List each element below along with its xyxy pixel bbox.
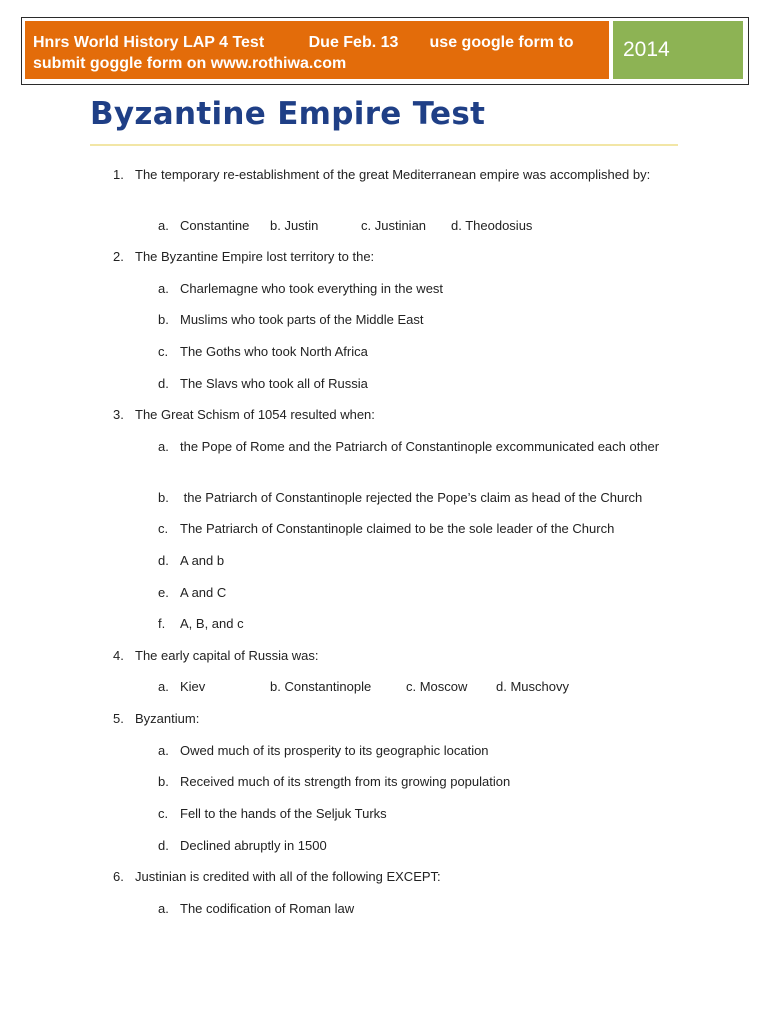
header-line-1: Hnrs World History LAP 4 Test Due Feb. 13 use google form to	[33, 34, 574, 51]
question-number: 3.	[113, 407, 124, 422]
option-letter: a.	[158, 281, 169, 296]
option-letter: f.	[158, 616, 166, 631]
question-number: 6.	[113, 869, 124, 884]
option-letter: d.	[158, 838, 169, 853]
option-text: The codification of Roman law	[180, 901, 355, 916]
option-text: the Pope of Rome and the Patriarch of Constantinople excommunicated each other	[180, 439, 660, 454]
option-item: b. Constantinople	[270, 679, 372, 694]
year-badge	[613, 21, 743, 79]
option-letter: b.	[158, 774, 169, 789]
question-text: Byzantium:	[135, 711, 200, 726]
question-number: 1.	[113, 167, 124, 182]
option-text: The Slavs who took all of Russia	[180, 376, 368, 391]
option-letter: c.	[158, 344, 169, 359]
option-item: d. Muschovy	[496, 679, 569, 694]
option-letter: d.	[158, 553, 169, 568]
option-item: d. Theodosius	[451, 218, 533, 233]
option-letter: b.	[158, 312, 169, 327]
option-text: Muslims who took parts of the Middle East	[180, 312, 424, 327]
option-letter: a.	[158, 218, 169, 233]
option-text: A, B, and c	[180, 616, 244, 631]
option-item: c. Moscow	[406, 679, 468, 694]
option-item: Constantine	[180, 218, 250, 233]
option-text: Owed much of its prosperity to its geographic location	[180, 743, 489, 758]
option-text: Received much of its strength from its growing population	[180, 774, 511, 789]
question-text: The Great Schism of 1054 resulted when:	[135, 407, 375, 422]
question-number: 5.	[113, 711, 124, 726]
option-text: A and b	[180, 553, 225, 568]
question-number: 2.	[113, 249, 124, 264]
question-number: 4.	[113, 648, 124, 663]
year-label: 2014	[623, 38, 670, 61]
option-letter: a.	[158, 679, 169, 694]
option-letter: c.	[158, 521, 169, 536]
option-letter: c.	[158, 806, 169, 821]
option-item: c. Justinian	[361, 218, 427, 233]
question-text: The temporary re-establishment of the great Mediterranean empire was accomplished by:	[135, 167, 651, 182]
question-text: The early capital of Russia was:	[135, 648, 319, 663]
question-text: Justinian is credited with all of the following EXCEPT:	[135, 869, 441, 884]
title-underline	[90, 144, 678, 146]
header-banner	[25, 21, 609, 79]
option-letter: e.	[158, 585, 169, 600]
option-text: Charlemagne who took everything in the west	[180, 281, 444, 296]
option-letter: b.	[158, 490, 169, 505]
option-letter: a.	[158, 439, 169, 454]
question-text: The Byzantine Empire lost territory to the:	[135, 249, 375, 264]
option-letter: a.	[158, 901, 169, 916]
option-item: b. Justin	[270, 218, 319, 233]
option-text: the Patriarch of Constantinople rejected the Pope’s claim as head of the Church	[180, 490, 643, 505]
option-text: The Goths who took North Africa	[180, 344, 368, 359]
option-letter: d.	[158, 376, 169, 391]
page-title: Byzantine Empire Test	[90, 96, 486, 132]
option-text: Declined abruptly in 1500	[180, 838, 327, 853]
option-item: Kiev	[180, 679, 206, 694]
option-text: The Patriarch of Constantinople claimed to be the sole leader of the Church	[180, 521, 615, 536]
option-text: Fell to the hands of the Seljuk Turks	[180, 806, 387, 821]
header-line-2: submit goggle form on www.rothiwa.com	[33, 55, 347, 72]
option-text: A and C	[180, 585, 227, 600]
option-letter: a.	[158, 743, 169, 758]
